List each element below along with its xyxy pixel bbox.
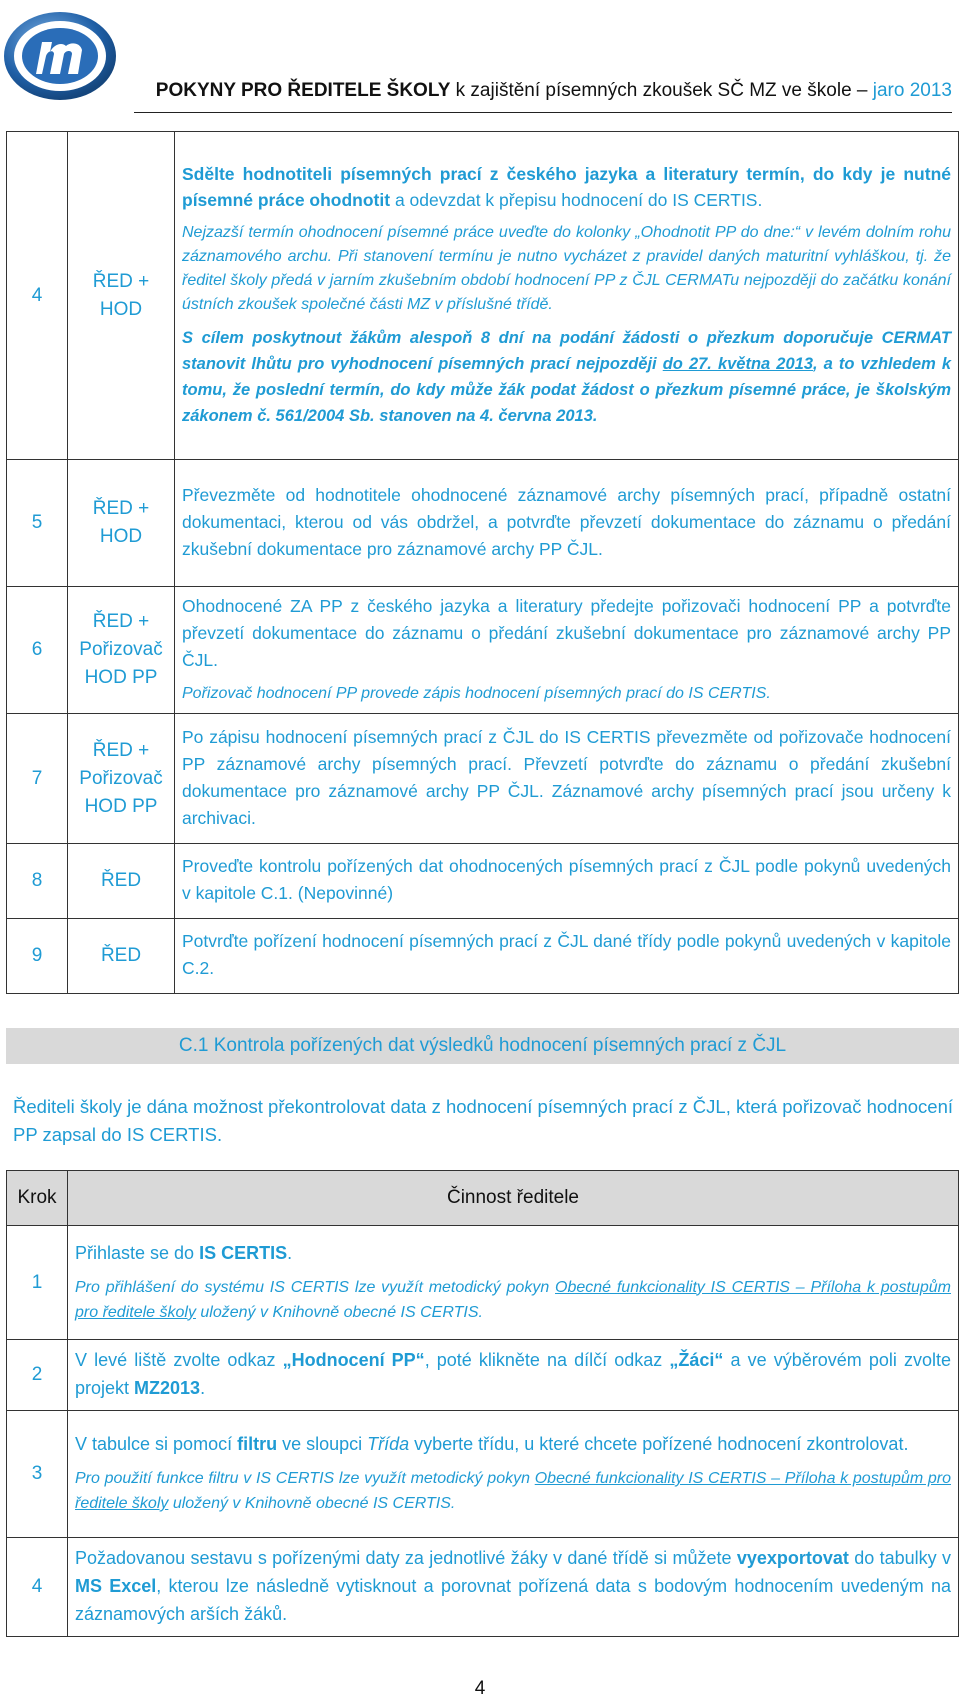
step-number: 6 bbox=[7, 587, 68, 714]
header-divider bbox=[134, 112, 952, 113]
table-row bbox=[7, 714, 959, 844]
table-row bbox=[7, 919, 959, 994]
step-role: ŘED + Pořizovač HOD PP bbox=[68, 714, 175, 844]
table-row bbox=[7, 1340, 959, 1411]
step-text: V levé liště zvolte odkaz „Hodnocení PP“, poté klikněte na dílčí odkaz „Žáci“ a ve výběrovém poli zvolte projekt MZ2013. bbox=[68, 1340, 959, 1411]
logo bbox=[2, 6, 120, 104]
section-heading: C.1 Kontrola pořízených dat výsledků hodnocení písemných prací z ČJL bbox=[6, 1028, 959, 1064]
step-number: 3 bbox=[7, 1411, 68, 1538]
section-intro: Řediteli školy je dána možnost překontrolovat data z hodnocení písemných prací z ČJL, která pořizovač hodnocení PP zapsal do IS CERTIS. bbox=[13, 1096, 953, 1145]
step-role: ŘED + HOD bbox=[68, 460, 175, 587]
step-number: 4 bbox=[7, 1538, 68, 1637]
step-number: 9 bbox=[7, 919, 68, 994]
table-row bbox=[7, 460, 959, 587]
step-number: 4 bbox=[7, 132, 68, 460]
step-number: 5 bbox=[7, 460, 68, 587]
table-row bbox=[7, 1226, 959, 1340]
step-text: Sdělte hodnotiteli písemných prací z českého jazyka a literatury termín, do kdy je nutné písemné práce ohodnotit a odevzdat k přepisu hodnocení do IS CERTIS. Nejzazší termín ohodnocení písemné práce uveďte do kolonky „Ohodnotit PP do dne:“ v levém dolním rohu záznamového archu. Při stanovení termínu je nutno vycházet z pravidel daných maturitní vyhláškou, tj. že ředitel školy předá v jarním zkušebním období hodnocení PP z ČJL CERMATu nejpozději do začátku konání ústních zkoušek společné části MZ v příslušné třídě. S cílem poskytnout žákům alespoň 8 dní na podání žádosti o přezkum doporučuje CERMAT stanovit lhůtu pro vyhodnocení písemných prací nejpozději do 27. května 2013, a to vzhledem k tomu, že poslední termín, do kdy může žák podat žádost o přezkum písemné práce, je školským zákonem č. 561/2004 Sb. stanoven na 4. června 2013. bbox=[175, 132, 959, 460]
step-role: ŘED + HOD bbox=[68, 132, 175, 460]
step-number: 2 bbox=[7, 1340, 68, 1411]
step-number: 8 bbox=[7, 844, 68, 919]
step-text: Proveďte kontrolu pořízených dat ohodnocených písemných prací z ČJL podle pokynů uvedených v kapitole C.1. (Nepovinné) bbox=[175, 844, 959, 919]
step-text: Po zápisu hodnocení písemných prací z ČJL do IS CERTIS převezměte od pořizovače hodnocení PP záznamové archy písemných prací. Převzetí potvrďte do záznamu o předání zkušební dokumentace pro záznamové archy PP ČJL. Záznamové archy písemných prací jsou určeny k archivaci. bbox=[175, 714, 959, 844]
step-role: ŘED bbox=[68, 919, 175, 994]
step-number: 7 bbox=[7, 714, 68, 844]
page-number: 4 bbox=[474, 1678, 486, 1699]
step-text: Požadovanou sestavu s pořízenými daty za jednotlivé žáky v dané třídě si můžete vyexportovat do tabulky v MS Excel, kterou lze následně vytisknout a porovnat pořízená data s bodovým hodnocením uvedeným na záznamových arších žáků. bbox=[68, 1538, 959, 1637]
table-header-row bbox=[7, 1171, 959, 1226]
knowledge-base-link[interactable]: Obecné funkcionality IS CERTIS – Příloha k postupům pro ředitele školy bbox=[75, 1278, 951, 1321]
step-text: Přihlaste se do IS CERTIS. Pro přihlášení do systému IS CERTIS lze využít metodický pokyn Obecné funkcionality IS CERTIS – Příloha k postupům pro ředitele školy uložený v Knihovně obecné IS CERTIS. bbox=[68, 1226, 959, 1340]
step-number: 1 bbox=[7, 1226, 68, 1340]
table-row bbox=[7, 844, 959, 919]
steps-table-2 bbox=[6, 1170, 959, 1637]
column-header-krok: Krok bbox=[7, 1171, 68, 1226]
table-row bbox=[7, 132, 959, 460]
column-header-cinnost: Činnost ředitele bbox=[68, 1171, 959, 1226]
step-text: Ohodnocené ZA PP z českého jazyka a literatury předejte pořizovači hodnocení PP a potvrďte převzetí dokumentace do záznamu o předání zkušební dokumentace pro záznamové archy PP ČJL. Pořizovač hodnocení PP provede zápis hodnocení písemných prací do IS CERTIS. bbox=[175, 587, 959, 714]
table-row bbox=[7, 1411, 959, 1538]
step-role: ŘED + Pořizovač HOD PP bbox=[68, 587, 175, 714]
knowledge-base-link[interactable]: Obecné funkcionality IS CERTIS – Příloha k postupům pro ředitele školy bbox=[75, 1470, 951, 1512]
table-row bbox=[7, 587, 959, 714]
step-text: V tabulce si pomocí filtru ve sloupci Třída vyberte třídu, u které chcete pořízené hodnocení zkontrolovat. Pro použití funkce filtru v IS CERTIS lze využít metodický pokyn Obecné funkcionality IS CERTIS – Příloha k postupům pro ředitele školy uložený v Knihovně obecné IS CERTIS. bbox=[68, 1411, 959, 1538]
steps-table-1 bbox=[6, 131, 959, 994]
step-role: ŘED bbox=[68, 844, 175, 919]
page-header-title: POKYNY PRO ŘEDITELE ŠKOLY k zajištění písemných zkoušek SČ MZ ve škole – jaro 2013 bbox=[155, 80, 952, 101]
step-text: Potvrďte pořízení hodnocení písemných prací z ČJL dané třídy podle pokynů uvedených v kapitole C.2. bbox=[175, 919, 959, 994]
table-row bbox=[7, 1538, 959, 1637]
step-text: Převezměte od hodnotitele ohodnocené záznamové archy písemných prací, případně ostatní dokumentaci, kterou od vás obdržel, a potvrďte převzetí dokumentace do záznamu o předání zkušební dokumentace pro záznamové archy PP ČJL. bbox=[175, 460, 959, 587]
